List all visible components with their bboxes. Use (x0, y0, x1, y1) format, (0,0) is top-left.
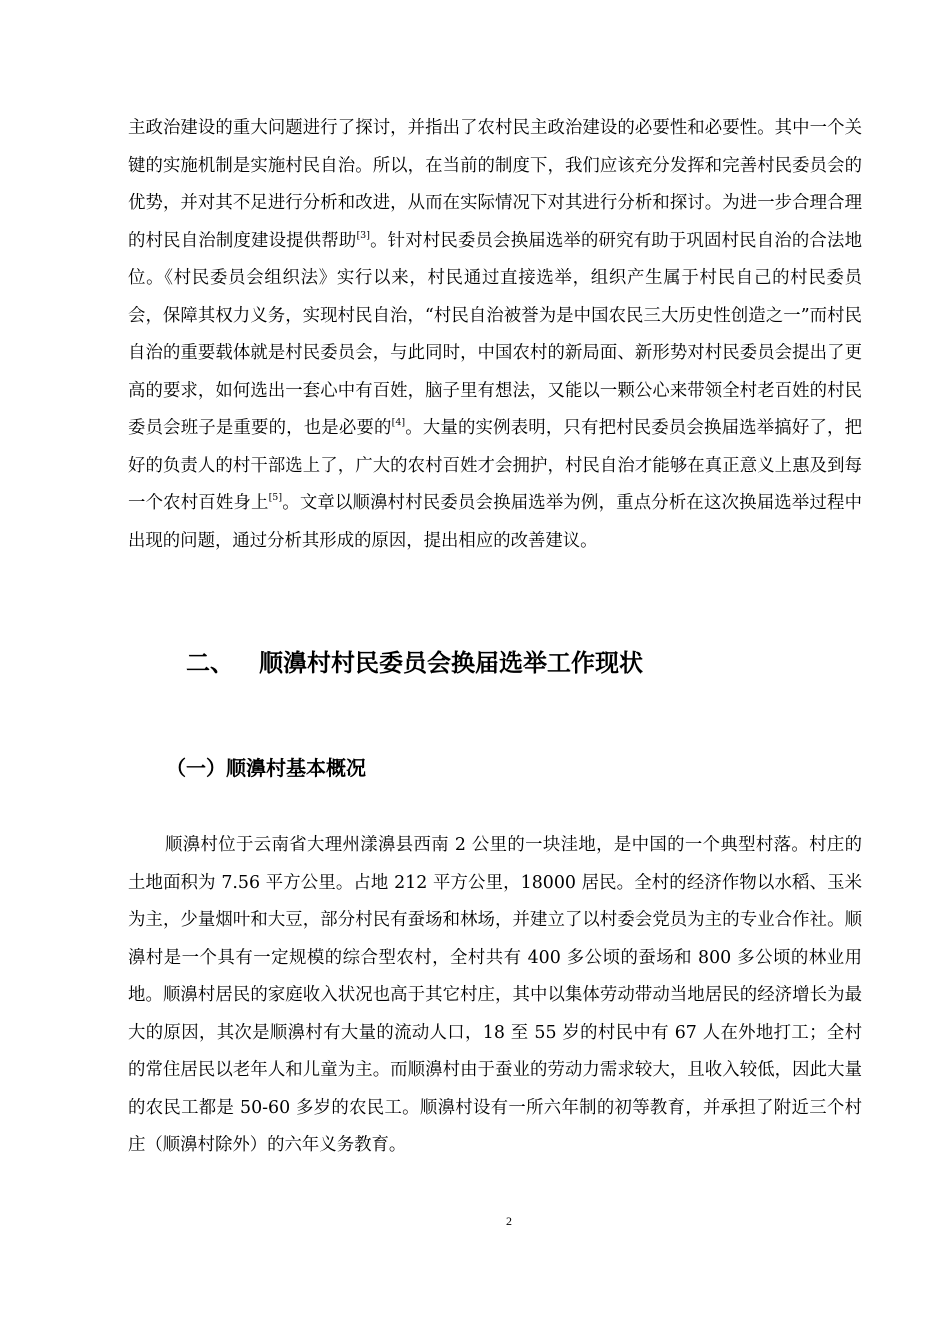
intro-text-part-d: 。文章以顺濞村村民委员会换届选举为例，重点分析在这次换届选举过程中出现的问题，通过分析其形成的原因，提出相应的改善建议。 (128, 493, 862, 552)
intro-text-part-a: 主政治建设的重大问题进行了探讨，并指出了农村民主政治建设的必要性和必要性。其中一个关键的实施机制是实施村民自治。所以，在当前的制度下，我们应该充分发挥和完善村民委员会的优势，并对其不足进行分析和改进，从而在实际情况下对其进行分析和探讨。为进一步合理合理的村民自治制度建设提供帮助 (128, 118, 862, 251)
subsection-heading: （一）顺濞村基本概况 (166, 756, 366, 780)
page-number: 2 (506, 1214, 512, 1228)
overview-paragraph: 顺濞村位于云南省大理州漾濞县西南 2 公里的一块洼地，是中国的一个典型村落。村庄的土地面积为 7.56 平方公里。占地 212 平方公里，18000 居民。全村的经济作物以水稻、玉米为主，少量烟叶和大豆，部分村民有蚕场和林场，并建立了以村委会党员为主的专业合作社。顺濞村是一个具有一定规模的综合型农村，全村共有 400 多公顷的蚕场和 800 多公顷的林业用地。顺濞村居民的家庭收入状况也高于其它村庄，其中以集体劳动带动当地居民的经济增长为最大的原因，其次是顺濞村有大量的流动人口，18 至 55 岁的村民中有 67 人在外地打工；全村的常住居民以老年人和儿童为主。而顺濞村由于蚕业的劳动力需求较大，且收入较低，因此大量的农民工都是 50-60 多岁的农民工。顺濞村设有一所六年制的初等教育，并承担了附近三个村庄（顺濞村除外）的六年义务教育。 (128, 835, 862, 1156)
intro-text-part-b: 。针对村民委员会换届选举的研究有助于巩固村民自治的合法地位。《村民委员会组织法》实行以来，村民通过直接选举，组织产生属于村民自己的村民委员会，保障其权力义务，实现村民自治，“村民自治被誉为是中国农民三大历史性创造之一”而村民自治的重要载体就是村民委员会，与此同时，中国农村的新局面、新形势对村民委员会提出了更高的要求，如何选出一套心中有百姓，脑子里有想法，又能以一颗公心来带领全村老百姓的村民委员会班子是重要的，也是必要的 (128, 230, 862, 439)
citation-5: [5] (268, 492, 283, 504)
section-heading (186, 641, 643, 685)
intro-text-part-c: 。大量的实例表明，只有把村民委员会换届选举搞好了，把好的负责人的村干部选上了，广大的农村百姓才会拥护，村民自治才能够在真正意义上惠及到每一个农村百姓身上 (128, 418, 862, 514)
citation-3: [3] (356, 229, 370, 241)
section-title: 顺濞村村民委员会换届选举工作现状 (259, 649, 643, 677)
citation-4: [4] (391, 417, 406, 429)
section-number: 二、 (186, 649, 234, 677)
intro-paragraph (128, 110, 862, 561)
